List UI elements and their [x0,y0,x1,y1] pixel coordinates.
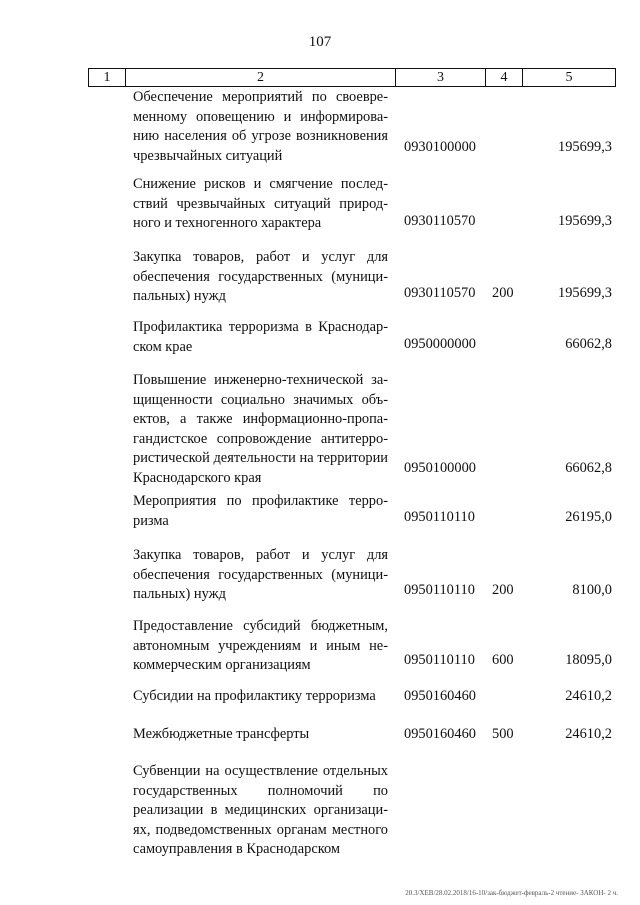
row-code: 0950110110 [404,652,475,668]
row-amount: 26195,0 [565,509,612,525]
row-code: 0930100000 [404,139,476,155]
row-description: Обеспечение мероприятий по своевременному оповещению и информированию населения об угрозе возникновения чрезвычайных ситуаций [133,89,388,164]
row-amount: 24610,2 [565,726,612,742]
row-description: Межбюджетные трансферты [133,726,310,742]
row-description: Субвенции на осуществление отдельных государственных полномочий по реализации в медицинских организациях, подведомственных органам местного самоуправления в Краснодарском [133,763,388,857]
row-code: 0930110570 [404,213,476,229]
row-amount: 66062,8 [565,460,612,476]
header-col-3: 3 [396,69,486,86]
row-code: 0950100000 [404,460,476,476]
row-code: 0950160460 [404,726,476,742]
row-code: 0930110570 [404,285,476,301]
row-amount: 18095,0 [565,652,612,668]
row-description: Закупка товаров, работ и услуг для обеспечения государственных (муниципальных) нужд [133,547,388,602]
header-col-5: 5 [565,70,573,85]
row-description: Снижение рисков и смягчение последствий чрезвычайных ситуаций природного и техногенного характера [133,176,388,231]
row-description: Повышение инженерно-технической защищенности социально значимых объектов, а также информационно-пропагандистское сопровождение антитеррористической деятельности на территории Краснодарского края [133,372,388,486]
row-description: Закупка товаров, работ и услуг для обеспечения государственных (муниципальных) нужд [133,249,388,304]
row-amount: 66062,8 [565,336,612,352]
row-description: Субсидии на профилактику терроризма [133,688,376,704]
row-expense-type: 500 [492,726,514,742]
row-amount: 195699,3 [558,285,612,301]
row-code: 0950000000 [404,336,476,352]
header-col-4: 4 [486,69,523,86]
header-col-1: 1 [89,69,126,86]
row-code: 0950110110 [404,509,475,525]
row-description: Мероприятия по профилактике терроризма [133,493,388,529]
table-header [88,68,616,87]
row-description: Предоставление субсидий бюджетным, автономным учреждениям и иным некоммерческим организациям [133,618,388,673]
row-code: 0950110110 [404,582,475,598]
row-code: 0950160460 [404,688,476,704]
row-expense-type: 200 [492,582,514,598]
row-expense-type: 200 [492,285,514,301]
row-amount: 195699,3 [558,213,612,229]
row-amount: 8100,0 [572,582,612,598]
row-amount: 195699,3 [558,139,612,155]
row-amount: 24610,2 [565,688,612,704]
header-col-2: 2 [126,69,396,86]
row-description: Профилактика терроризма в Краснодарском крае [133,319,388,355]
row-expense-type: 600 [492,652,514,668]
document-footer: 20.3/ХЕВ/28.02.2018/16-10/зак-бюджет-февраль-2 чтение- ЗАКОН- 2 ч. [405,889,618,897]
page-number: 107 [308,34,332,50]
